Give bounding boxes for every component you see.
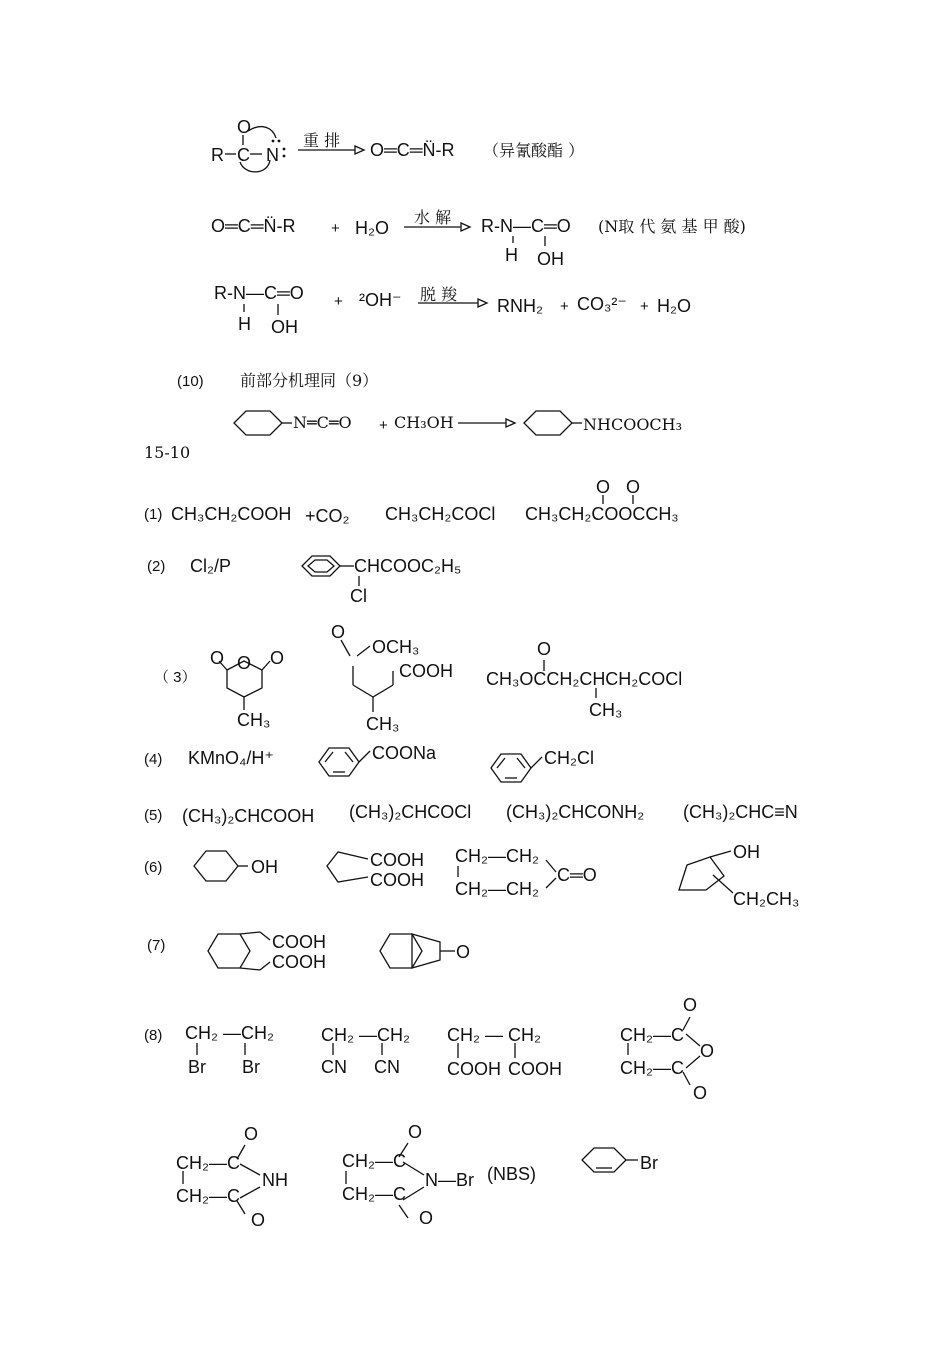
item-number: (2) (147, 558, 166, 575)
amine-product: RNH₂ (497, 296, 543, 316)
succinonitrile-chain: CH₂ —CH₂ (321, 1025, 410, 1045)
plus-sign: + (379, 417, 388, 434)
carbonyl-o: O (419, 1208, 434, 1228)
carbonyl-o: O (596, 477, 611, 497)
carbamic-oh: OH (537, 249, 564, 269)
anhydride-o: O (270, 648, 285, 668)
item-number: (7) (147, 937, 166, 954)
nbs-label: (NBS) (487, 1164, 536, 1184)
reagent-cl2-p: Cl₂/P (190, 556, 231, 576)
carboxyl: COOH (272, 952, 326, 972)
ethylene-bridge: CH₂—CH₂ (455, 879, 539, 899)
co2: +CO₂ (305, 506, 350, 526)
carboxyl: COOH (370, 850, 424, 870)
nitrile: CN (321, 1057, 347, 1077)
imide-ch2-c: CH₂—C (176, 1153, 240, 1173)
item-number: (8) (144, 1027, 163, 1044)
arrow-label-decarboxylation: 脱 羧 (420, 285, 458, 304)
ester-carbonyl-o: O (537, 639, 552, 659)
carbonyl-o: O (408, 1122, 423, 1142)
ethyl: CH₂CH₃ (733, 889, 800, 909)
reactant-c: C (237, 145, 250, 165)
anhydride-ring-o: O (237, 653, 252, 673)
isocyanate-product: O═C═N̈-R (370, 140, 455, 160)
reactant-n: N (266, 145, 279, 165)
ketone-o: O (456, 942, 471, 962)
reactant-r: R (211, 145, 224, 165)
carboxyl: COOH (399, 661, 453, 681)
carbamic-reactant: R-N—C═O (214, 283, 304, 303)
mixed-anhydride: CH₃CH₂COOCCH₃ (525, 504, 679, 524)
isocyanate-name: （异氰酸酯 ） (483, 141, 585, 160)
item-number: (4) (144, 751, 163, 768)
hydroxide: ²OH⁻ (359, 290, 402, 310)
isobutyramide: (CH₃)₂CHCONH₂ (506, 802, 645, 822)
bromine: Br (242, 1057, 260, 1077)
item-number: (5) (144, 807, 163, 824)
nbs-ch2-c: CH₂—C (342, 1151, 406, 1171)
carboxyl: COOH (508, 1059, 562, 1079)
carbonate-product: CO₃²⁻ (577, 294, 627, 314)
hydroxyl: OH (251, 857, 278, 877)
isocyanate-reactant: O═C═N̈-R (211, 216, 296, 236)
carbonyl-o: O (693, 1083, 708, 1103)
carbamic-acid: R-N—C═O (481, 216, 571, 236)
item-number: (1) (144, 506, 163, 523)
carbamic-reactant-oh: OH (271, 317, 298, 337)
ketone: C═O (557, 865, 597, 885)
ester-chain: CHCOOC₂H₅ (354, 556, 462, 576)
imide-nh: NH (262, 1170, 288, 1190)
water-product: H₂O (657, 296, 691, 316)
carbonyl-o: O (683, 995, 698, 1015)
nbs-ch2-c: CH₂—C (342, 1184, 406, 1204)
acyl-chloride-ester: CH₃OCCH₂CHCH₂COCl (486, 669, 683, 689)
nitrile: CN (374, 1057, 400, 1077)
carbonyl-o: O (626, 477, 641, 497)
carbonyl-o: O (251, 1210, 266, 1230)
carbamic-reactant-h: H (238, 314, 251, 334)
ring-o: O (700, 1041, 715, 1061)
item-number: （ 3） (154, 669, 197, 686)
succinic-acid-chain: CH₂ — CH₂ (447, 1025, 541, 1045)
carboxyl: COOH (370, 870, 424, 890)
propanoyl-chloride: CH₃CH₂COCl (385, 504, 496, 524)
reactant-o: O (237, 117, 252, 137)
sodium-benzoate-group: COONa (372, 743, 437, 763)
carbamic-acid-name: (N取 代 氨 基 甲 酸) (598, 217, 746, 236)
methyl: CH₃ (589, 700, 623, 720)
carbamic-h: H (505, 245, 518, 265)
section-heading: 15-10 (144, 443, 191, 462)
methyl: CH₃ (237, 710, 271, 730)
plus-sign: + (334, 293, 343, 310)
anhydride-ch2-c: CH₂—C (620, 1025, 684, 1045)
arrow-label-hydrolysis: 水 解 (414, 208, 452, 227)
water: H₂O (355, 218, 389, 238)
isobutyryl-chloride: (CH₃)₂CHCOCl (349, 802, 472, 822)
carboxyl: COOH (447, 1059, 501, 1079)
isobutyric-acid: (CH₃)₂CHCOOH (182, 806, 315, 826)
reagent-kmno4: KMnO₄/H⁺ (188, 748, 274, 768)
isocyanate-group: N═C═O (293, 413, 352, 432)
ester-carbonyl-o: O (331, 622, 346, 642)
imide-ch2-c: CH₂—C (176, 1186, 240, 1206)
methanol: CH₃OH (394, 413, 454, 432)
isobutyronitrile: (CH₃)₂CHC≡N (683, 802, 798, 822)
item-number: (6) (144, 859, 163, 876)
bromine: Br (188, 1057, 206, 1077)
anhydride-ch2-c: CH₂—C (620, 1058, 684, 1078)
plus-sign: + (331, 220, 340, 237)
tertiary-hydroxyl: OH (733, 842, 760, 862)
ethylene-bridge: CH₂—CH₂ (455, 846, 539, 866)
section-10-note: 前部分机理同（9） (240, 371, 379, 390)
plus-sign: + (560, 298, 569, 315)
carbonyl-o: O (244, 1124, 259, 1144)
methoxy: OCH₃ (372, 637, 420, 657)
plus-sign: + (640, 298, 649, 315)
arrow-label-rearrangement: 重 排 (303, 131, 341, 150)
n-bromo: N—Br (425, 1170, 474, 1190)
ethylene-dibromide-chain: CH₂ —CH₂ (185, 1023, 274, 1043)
item-number: (10) (177, 373, 204, 390)
benzyl-chloride-group: CH₂Cl (544, 748, 594, 768)
carboxyl: COOH (272, 932, 326, 952)
chloro-substituent: Cl (350, 586, 367, 606)
propanoic-acid: CH₃CH₂COOH (171, 504, 292, 524)
carbamate-group: NHCOOCH₃ (583, 415, 683, 434)
methyl: CH₃ (366, 714, 400, 734)
anhydride-o: O (210, 648, 225, 668)
bromine: Br (640, 1153, 658, 1173)
